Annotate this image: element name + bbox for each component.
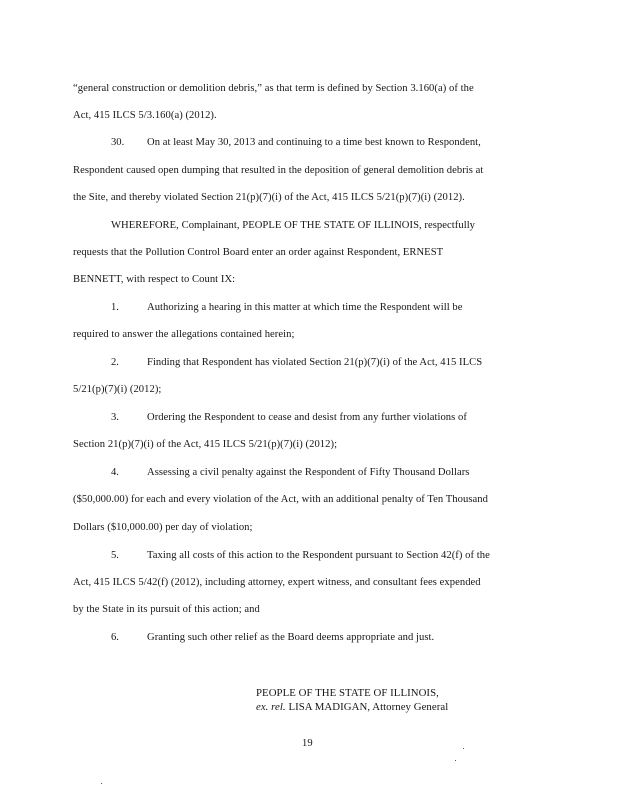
item-number: 4. <box>111 467 119 478</box>
body-line: Act, 415 ILCS 5/3.160(a) (2012). <box>73 110 217 121</box>
body-line: “general construction or demolition debris,” as that term is defined by Section 3.160(a) of the <box>73 83 474 94</box>
item-text: Granting such other relief as the Board deems appropriate and just. <box>147 632 435 643</box>
body-line: 5/21(p)(7)(i) (2012); <box>73 384 162 395</box>
body-line: Act, 415 ILCS 5/42(f) (2012), including attorney, expert witness, and consultant fees expended <box>73 577 481 588</box>
item-number: 5. <box>111 550 119 561</box>
item-number: 1. <box>111 302 119 313</box>
body-line: BENNETT, with respect to Count IX: <box>73 274 236 285</box>
item-text: Taxing all costs of this action to the Respondent pursuant to Section 42(f) of the <box>147 550 490 561</box>
wherefore-clause: WHEREFORE, Complainant, PEOPLE OF THE STATE OF ILLINOIS, respectfully <box>111 220 476 231</box>
page-number: 19 <box>302 738 313 749</box>
body-line: ($50,000.00) for each and every violation of the Act, with an additional penalty of Ten Thousand <box>73 494 488 505</box>
item-number: 2. <box>111 357 119 368</box>
scan-speck <box>463 748 464 749</box>
item-text: Finding that Respondent has violated Section 21(p)(7)(i) of the Act, 415 ILCS <box>147 357 483 368</box>
body-line: required to answer the allegations contained herein; <box>73 329 295 340</box>
attorney-name: LISA MADIGAN, Attorney General <box>288 701 449 713</box>
item-number: 6. <box>111 632 119 643</box>
item-number: 3. <box>111 412 119 423</box>
body-line: requests that the Pollution Control Board enter an order against Respondent, ERNEST <box>73 247 444 258</box>
signature-attorney <box>256 701 448 714</box>
body-line: the Site, and thereby violated Section 21(p)(7)(i) of the Act, 415 ILCS 5/21(p)(7)(i) (2012). <box>73 192 465 203</box>
body-line: Dollars ($10,000.00) per day of violation; <box>73 522 253 533</box>
ex-rel-label: ex. rel. <box>256 701 286 713</box>
item-text: Authorizing a hearing in this matter at which time the Respondent will be <box>147 302 463 313</box>
body-line: Section 21(p)(7)(i) of the Act, 415 ILCS 5/21(p)(7)(i) (2012); <box>73 439 338 450</box>
item-text: Assessing a civil penalty against the Respondent of Fifty Thousand Dollars <box>147 467 470 478</box>
body-line: On at least May 30, 2013 and continuing to a time best known to Respondent, <box>147 137 481 148</box>
paragraph-number: 30. <box>111 137 125 148</box>
scan-speck <box>101 783 102 784</box>
body-line: by the State in its pursuit of this action; and <box>73 604 260 615</box>
body-line: Respondent caused open dumping that resulted in the deposition of general demolition debris at <box>73 165 484 176</box>
signature-party: PEOPLE OF THE STATE OF ILLINOIS, <box>256 687 439 699</box>
item-text: Ordering the Respondent to cease and desist from any further violations of <box>147 412 467 423</box>
scan-speck <box>455 760 456 761</box>
